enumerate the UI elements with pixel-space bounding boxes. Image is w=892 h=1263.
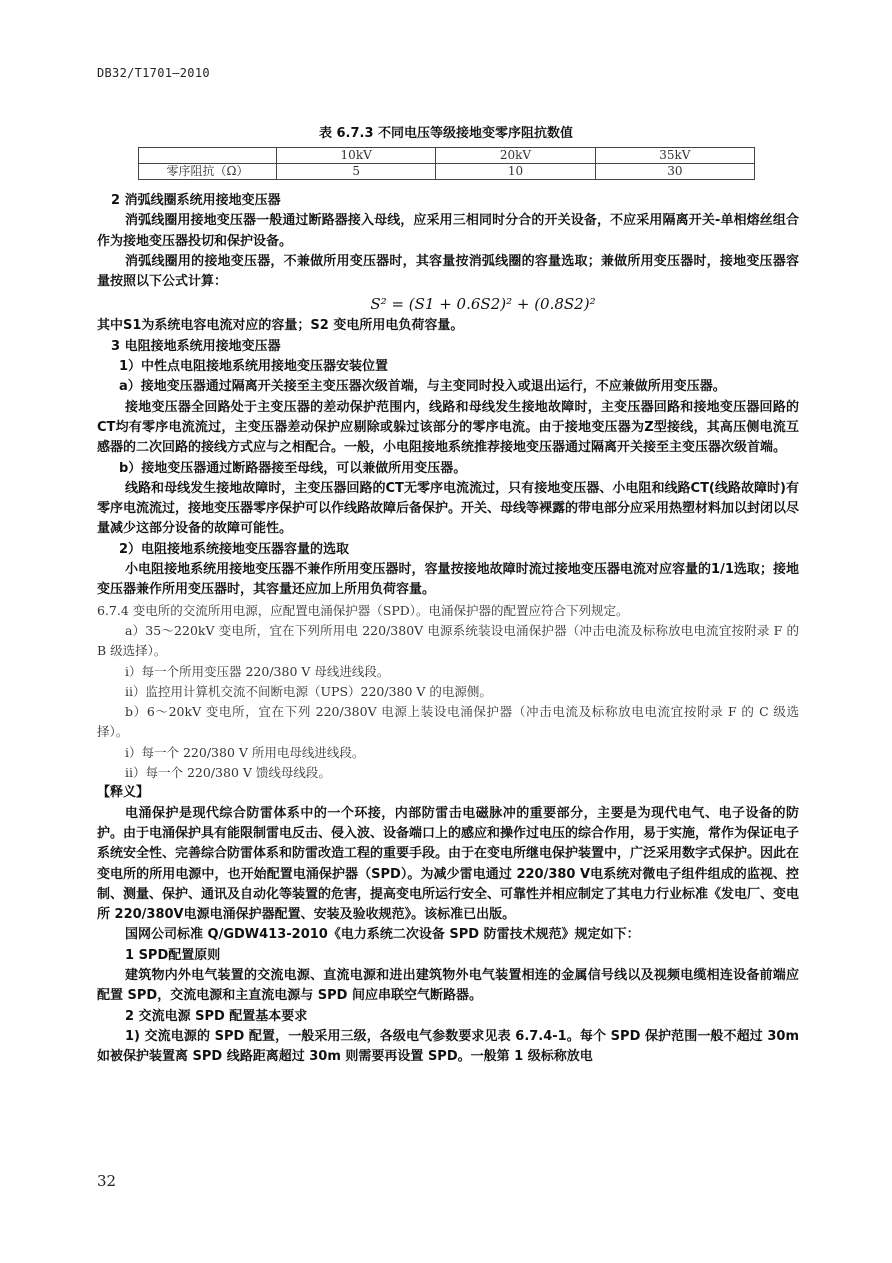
- table-header-cell: 35kV: [595, 148, 754, 164]
- table-header-cell: [139, 148, 277, 164]
- table-cell: 5: [277, 164, 436, 180]
- capacity-formula: S² = (S1 + 0.6S2)² + (0.8S2)²: [370, 295, 596, 314]
- table-title: 表 6.7.3 不同电压等级接地变零序阻抗数值: [318, 126, 574, 141]
- subsection-heading: 2）电阻接地系统接地变压器容量的选取: [119, 541, 350, 557]
- clause-subitem: ii）监控用计算机交流不间断电源（UPS）220/380 V 的电源侧。: [125, 683, 492, 699]
- paragraph: 电涌保护是现代综合防雷体系中的一个环接，内部防雷击电磁脉冲的重要部分，主要是为现代电气、电子设备的防护。由于电涌保护具有能限制雷电反击、侵入波、设备端口上的感应和操作过电压的综合作用，易于实施，常作为保证电子系统安全性、完善综合防雷体系和防雷改造工程的重要手段。由于在变电所继电保护装置中，广泛采用数字式保护。因此在变电所的所用电源中，也开始配置电涌保护器（SPD）。为减少雷电通过 220/380 V电系统对微电子组件组成的监视、控制、测量、保护、通讯及自动化等装置的危害，提高变电所运行安全、可靠性并相应制定了其电力行业标准《发电厂、变电所 220/380V电源电涌保护器配置、安装及验收规范》。该标准已出版。: [97, 805, 800, 923]
- interpretation-heading: 【释义】: [97, 785, 150, 801]
- table-row: [139, 164, 755, 180]
- clause-subitem: i）每一个 220/380 V 所用电母线进线段。: [125, 744, 365, 760]
- paragraph: 国网公司标准 Q/GDW413-2010《电力系统二次设备 SPD 防雷技术规范》规定如下：: [125, 927, 640, 943]
- zero-sequence-impedance-table: [138, 147, 755, 180]
- clause-subitem: i）每一个所用变压器 220/380 V 母线进线段。: [125, 663, 390, 679]
- paragraph: a）接地变压器通过隔离开关接至主变压器次级首端，与主变同时投入或退出运行，不应兼做所用变压器。: [119, 379, 726, 395]
- clause-item: a）35～220kV 变电所，宜在下列所用电 220/380V 电源系统装设电涌保护器（冲击电流及标称放电电流宜按附录 F 的 B 级选择）。: [97, 622, 799, 659]
- table-header-cell: 20kV: [436, 148, 595, 164]
- clause-subitem: ii）每一个 220/380 V 馈线母线段。: [125, 765, 331, 781]
- table-header-cell: 10kV: [277, 148, 436, 164]
- paragraph: 消弧线圈用的接地变压器，不兼做所用变压器时，其容量按消弧线圈的容量选取；兼做所用变压器时，接地变压器容量按照以下公式计算：: [97, 253, 799, 290]
- paragraph: b）接地变压器通过断路器接至母线，可以兼做所用变压器。: [119, 460, 467, 476]
- paragraph: 其中S1为系统电容电流对应的容量；S2 变电所用电负荷容量。: [97, 318, 464, 334]
- table-cell: 30: [595, 164, 754, 180]
- paragraph: 接地变压器全回路处于主变压器的差动保护范围内，线路和母线发生接地故障时，主变压器回路和接地变压器回路的CT均有零序电流流过，主变压器差动保护应剔除或躲过该部分的零序电流。由于接地变压器为Z型接线，其高压侧电流互感器的二次回路的接线方式应与之相配合。一般，小电阻接地系统推荐接地变压器通过隔离开关接至主变压器次级首端。: [97, 399, 799, 456]
- document-code: DB32/T1701—2010: [97, 66, 210, 80]
- table-cell: 10: [436, 164, 595, 180]
- section-heading: 1 SPD配置原则: [125, 947, 221, 963]
- table-header-row: [139, 148, 755, 164]
- clause-item: b）6～20kV 变电所，宜在下列 220/380V 电源上装设电涌保护器（冲击电流及标称放电电流宜按附录 F 的 C 级选择）。: [97, 704, 799, 740]
- table-row-label: 零序阻抗（Ω）: [139, 164, 277, 180]
- paragraph: 消弧线圈用接地变压器一般通过断路器接入母线，应采用三相同时分合的开关设备，不应采用隔离开关-单相熔丝组合作为接地变压器投切和保护设备。: [97, 213, 799, 249]
- paragraph: 建筑物内外电气装置的交流电源、直流电源和进出建筑物外电气装置相连的金属信号线以及视频电缆相连设备前端应配置 SPD，交流电源和主直流电源与 SPD 间应串联空气断路器。: [97, 967, 799, 1004]
- section-heading: 2 消弧线圈系统用接地变压器: [111, 193, 281, 208]
- clause-6-7-4: 6.7.4 变电所的交流所用电源，应配置电涌保护器（SPD）。电涌保护器的配置应符合下列规定。: [97, 602, 629, 618]
- page-number: 32: [97, 1172, 117, 1190]
- paragraph: 小电阻接地系统用接地变压器不兼作所用变压器时，容量按接地故障时流过接地变压器电流对应容量的1/1选取；接地变压器兼作所用变压器时，其容量还应加上所用负荷容量。: [97, 562, 799, 598]
- paragraph: 1) 交流电源的 SPD 配置，一般采用三级，各级电气参数要求见表 6.7.4-1。每个 SPD 保护范围一般不超过 30m 如被保护装置离 SPD 线路距离超过 30m 则需要再设置 SPD。一般第 1 级标称放电: [97, 1028, 799, 1065]
- paragraph: 线路和母线发生接地故障时，主变压器回路的CT无零序电流流过，只有接地变压器、小电阻和线路CT(线路故障时)有零序电流流过，接地变压器零序保护可以作线路故障后备保护。开关、母线等裸露的带电部分应采用热塑材料加以封闭以尽量减少这部分设备的故障可能性。: [97, 480, 800, 537]
- section-heading: 3 电阻接地系统用接地变压器: [111, 338, 281, 354]
- section-heading: 2 交流电源 SPD 配置基本要求: [125, 1008, 308, 1024]
- subsection-heading: 1）中性点电阻接地系统用接地变压器安装位置: [119, 359, 389, 375]
- body-text: [97, 191, 799, 1067]
